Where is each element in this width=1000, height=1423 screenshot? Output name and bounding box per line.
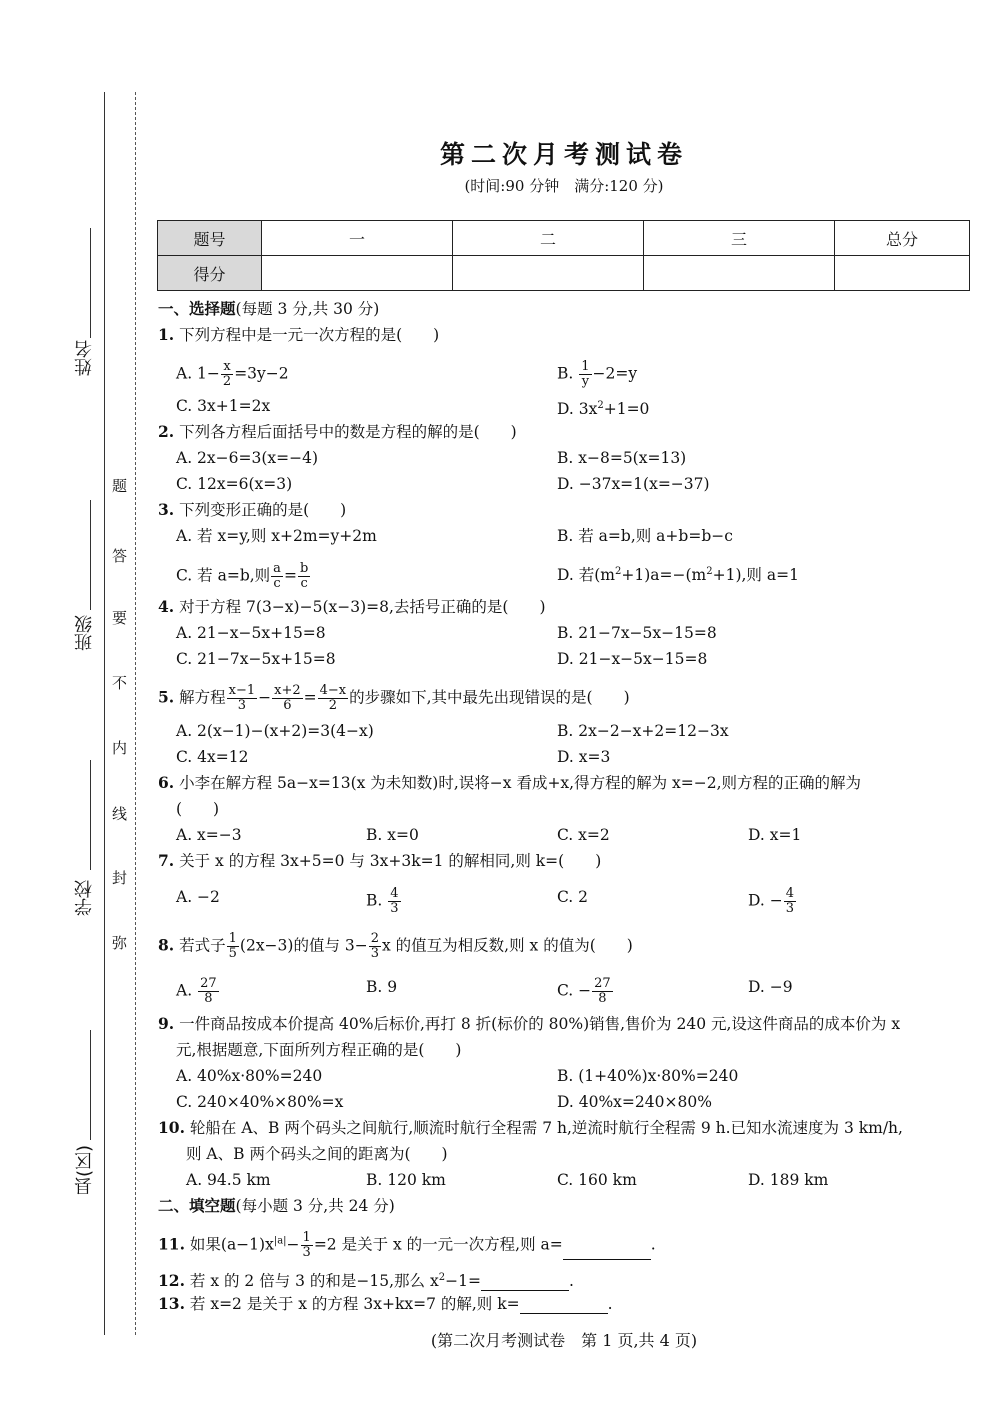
- question-text-cont: ( ): [176, 800, 220, 818]
- question-1: [158, 325, 439, 345]
- option[interactable]: C. 21−7x−5x+15=8: [176, 650, 336, 668]
- option[interactable]: D. 189 km: [748, 1171, 829, 1189]
- name-blank[interactable]: [90, 228, 91, 338]
- question-text-cont: 则 A、B 两个码头之间的距离为( ): [186, 1145, 448, 1163]
- seal-char: 要: [112, 609, 128, 627]
- option[interactable]: C. x=2: [557, 826, 610, 844]
- option[interactable]: A. 2(x−1)−(x+2)=3(4−x): [176, 722, 374, 740]
- question-number: 3.: [158, 500, 175, 519]
- option[interactable]: C. − $\frac{27}{8}$: [557, 976, 611, 1006]
- option[interactable]: D. 若$(m^2+1)a=-(m^2+1)$,则 a=1: [557, 566, 799, 585]
- option[interactable]: B. 9: [366, 978, 398, 996]
- question-4: [158, 597, 546, 617]
- option[interactable]: B. x=0: [366, 826, 419, 844]
- option[interactable]: B. 120 km: [366, 1171, 446, 1189]
- option[interactable]: D. −9: [748, 978, 793, 996]
- seal-char: 弥: [112, 934, 128, 952]
- question-2: [158, 422, 517, 442]
- question-text: 轮船在 A、B 两个码头之间航行,顺流时航行全程需 7 h,逆流时航行全程需 9 h.已知水流速度为 3 km/h,: [189, 1119, 903, 1137]
- question-number: 7.: [158, 851, 175, 870]
- question-text: 下列方程中是一元一次方程的是( ): [179, 326, 440, 344]
- option[interactable]: A. 94.5 km: [186, 1171, 271, 1189]
- question-text: 对于方程 7(3−x)−5(x−3)=8,去括号正确的是( ): [179, 598, 546, 616]
- seal-char: 题: [112, 477, 128, 495]
- school-label: 学校: [74, 880, 95, 916]
- option[interactable]: C. 12x=6(x=3): [176, 475, 293, 493]
- score-header-cell: 一: [262, 221, 453, 256]
- county-blank[interactable]: [90, 1030, 91, 1140]
- question-text-cont: 元,根据题意,下面所列方程正确的是( ): [176, 1041, 462, 1059]
- answer-blank[interactable]: [563, 1243, 651, 1260]
- score-header-cell: 题号: [158, 221, 262, 256]
- option[interactable]: C. 160 km: [557, 1171, 637, 1189]
- score-cell[interactable]: [644, 256, 835, 291]
- question-text: 下列变形正确的是( ): [179, 501, 347, 519]
- option[interactable]: C. 3x+1=2x: [176, 397, 271, 415]
- option[interactable]: A. 1− $\frac{x}{2}$ =3y−2: [176, 359, 289, 389]
- option[interactable]: C. 4x=12: [176, 748, 249, 766]
- option[interactable]: B. 2x−2−x+2=12−3x: [557, 722, 729, 740]
- question-number: 9.: [158, 1014, 175, 1033]
- question-3: [158, 500, 346, 520]
- option[interactable]: C. 2: [557, 888, 589, 906]
- question-text: 关于 x 的方程 3x+5=0 与 3x+3k=1 的解相同,则 k=( ): [179, 852, 602, 870]
- option[interactable]: D. $3x^2+1=0$: [557, 400, 650, 419]
- option[interactable]: D. −37x=1(x=−37): [557, 475, 710, 493]
- county-label: 县(区): [74, 1145, 95, 1196]
- question-13: 13. 若 x=2 是关于 x 的方程 3x+kx=7 的解,则 k= .: [158, 1294, 613, 1313]
- option[interactable]: D. 21−x−5x−15=8: [557, 650, 708, 668]
- page-subtitle: (时间:90 分钟 满分:120 分): [464, 177, 664, 195]
- seal-char: 答: [112, 547, 128, 565]
- option[interactable]: C. 240×40%×80%=x: [176, 1093, 344, 1111]
- question-number: 10.: [158, 1118, 185, 1137]
- question-7: [158, 851, 601, 871]
- option[interactable]: D. x=3: [557, 748, 611, 766]
- section-title: 一、选择题: [158, 299, 236, 318]
- option[interactable]: A. 2x−6=3(x=−4): [176, 449, 319, 467]
- score-header-cell: 二: [453, 221, 644, 256]
- answer-blank[interactable]: [481, 1274, 569, 1291]
- page-title: 第二次月考测试卷: [439, 140, 688, 169]
- option[interactable]: B. 21−7x−5x−15=8: [557, 624, 717, 642]
- binding-solid-line: [104, 92, 105, 1335]
- question-11: 11. 如果$(a-1)x^{|a|}-$ $\frac{1}{3}$ =2 是关于 x 的一元一次方程,则 a= .: [158, 1230, 656, 1260]
- section-heading: [158, 299, 379, 319]
- question-text: 一件商品按成本价提高 40%后标价,再打 8 折(标价的 80%)销售,售价为 240 元,设这件商品的成本价为 x: [179, 1015, 901, 1033]
- score-row-label: 得分: [158, 256, 262, 291]
- option[interactable]: A. 40%x·80%=240: [176, 1067, 323, 1085]
- score-cell[interactable]: [453, 256, 644, 291]
- score-table: [157, 220, 970, 291]
- option[interactable]: A. 若 x=y,则 x+2m=y+2m: [176, 527, 377, 545]
- question-text: 下列各方程后面括号中的数是方程的解的是( ): [179, 423, 517, 441]
- section-heading: [158, 1196, 395, 1216]
- score-header-cell: 三: [644, 221, 835, 256]
- option[interactable]: A. 21−x−5x+15=8: [176, 624, 326, 642]
- school-blank[interactable]: [90, 760, 91, 870]
- option[interactable]: B. (1+40%)x·80%=240: [557, 1067, 739, 1085]
- answer-blank[interactable]: [520, 1297, 608, 1314]
- binding-dashed-line: [135, 92, 136, 1335]
- section-title: 二、填空题: [158, 1196, 236, 1215]
- option[interactable]: D. 40%x=240×80%: [557, 1093, 712, 1111]
- question-number: 6.: [158, 773, 175, 792]
- question-number: 4.: [158, 597, 175, 616]
- question-5: 5. 解方程 $\frac{x-1}{3}$ − $\frac{x+2}{6}$ = $\frac{4-x}{2}$ 的步骤如下,其中最先出现错误的是( ): [158, 683, 630, 713]
- option[interactable]: B. $\frac{1}{y}$ −2=y: [557, 359, 638, 389]
- score-header-cell: 总分: [835, 221, 970, 256]
- seal-char: 封: [112, 869, 128, 887]
- question-number: 13.: [158, 1294, 185, 1313]
- seal-char: 线: [112, 805, 128, 823]
- option[interactable]: B. 若 a=b,则 a+b=b−c: [557, 527, 733, 545]
- class-blank[interactable]: [90, 500, 91, 610]
- option[interactable]: D. x=1: [748, 826, 802, 844]
- question-number: 12.: [158, 1271, 185, 1291]
- option[interactable]: A. −2: [176, 888, 220, 906]
- option[interactable]: B. x−8=5(x=13): [557, 449, 687, 467]
- option[interactable]: D. − $\frac{4}{3}$: [748, 886, 794, 916]
- score-cell[interactable]: [262, 256, 453, 291]
- option[interactable]: B. $\frac{4}{3}$: [366, 886, 399, 916]
- score-cell[interactable]: [835, 256, 970, 291]
- class-label: 班级: [74, 615, 95, 651]
- question-9: [158, 1014, 900, 1034]
- question-6: [158, 773, 861, 793]
- question-8: 8. 若式子 $\frac{1}{5}$ (2x−3)的值与 3− $\frac{2}{3}$ x 的值互为相反数,则 x 的值为( ): [158, 931, 633, 961]
- question-number: 2.: [158, 422, 175, 441]
- section-note: (每小题 3 分,共 24 分): [235, 1197, 395, 1215]
- option[interactable]: C. 若 a=b,则 $\frac{a}{c}$ = $\frac{b}{c}$: [176, 561, 309, 591]
- question-number: 11.: [158, 1234, 185, 1254]
- section-note: (每题 3 分,共 30 分): [235, 300, 380, 318]
- seal-char: 内: [112, 739, 128, 757]
- question-number: 1.: [158, 325, 175, 344]
- page-footer: (第二次月考测试卷 第 1 页,共 4 页): [430, 1331, 698, 1350]
- seal-char: 不: [112, 674, 128, 692]
- question-12: 12. 若 x 的 2 倍与 3 的和是−15,那么 $x^2-1=$ .: [158, 1271, 574, 1291]
- option[interactable]: A. x=−3: [176, 826, 242, 844]
- question-text: 小李在解方程 5a−x=13(x 为未知数)时,误将−x 看成+x,得方程的解为 x=−2,则方程的正确的解为: [179, 774, 862, 792]
- question-10: [158, 1118, 903, 1138]
- name-label: 姓名: [74, 340, 95, 376]
- question-number: 8.: [158, 935, 175, 955]
- question-number: 5.: [158, 687, 175, 707]
- option[interactable]: A. $\frac{27}{8}$: [176, 976, 217, 1006]
